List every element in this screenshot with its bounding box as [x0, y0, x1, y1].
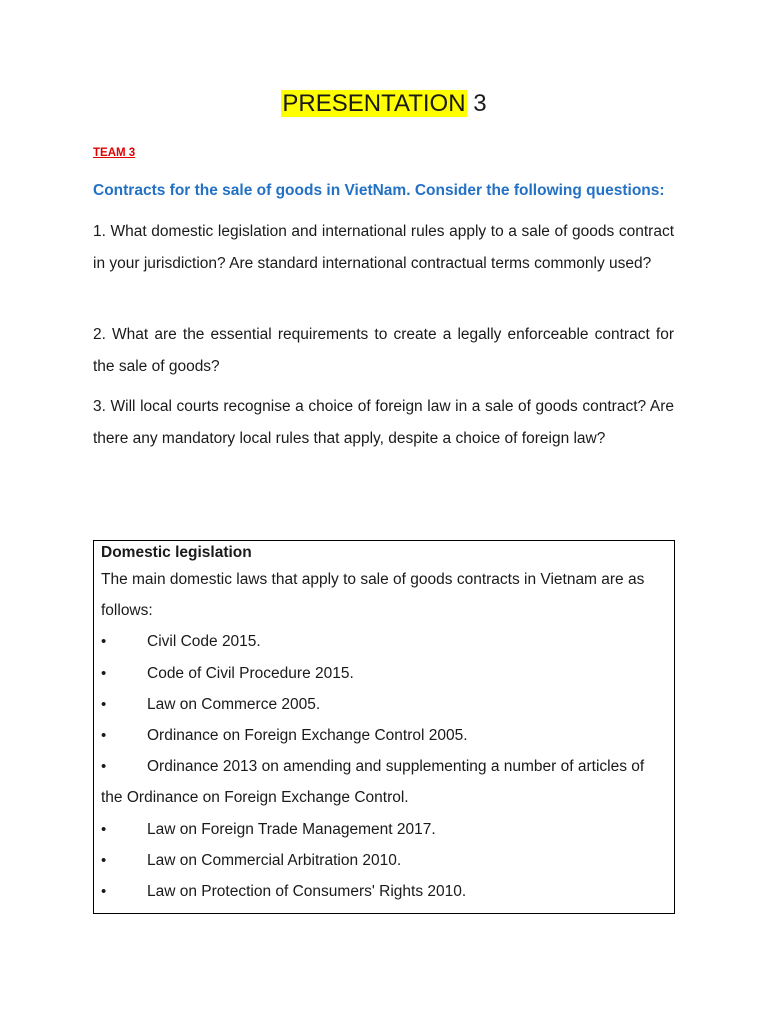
list-item	[101, 845, 666, 876]
list-item	[101, 689, 666, 720]
question-3: 3. Will local courts recognise a choice of foreign law in a sale of goods contract? Are there any mandatory local rules that apply, despite a choice of foreign law?	[93, 398, 674, 447]
bullet-icon: •	[101, 758, 107, 776]
list-item-text: Ordinance 2013 on amending and supplementing a number of articles of the Ordinance on Foreign Exchange Control.	[101, 758, 645, 807]
list-item	[101, 814, 666, 845]
bullet-icon: •	[101, 664, 107, 682]
bullet-icon: •	[101, 820, 107, 838]
bullet-icon: •	[101, 633, 107, 651]
bullet-icon: •	[101, 695, 107, 713]
list-item	[101, 626, 666, 657]
bullet-icon: •	[101, 727, 107, 745]
box-heading: Domestic legislation	[101, 544, 252, 561]
list-item-text: Code of Civil Procedure 2015.	[147, 664, 354, 682]
list-item	[101, 720, 666, 751]
title-highlighted-text: PRESENTATION	[282, 90, 466, 117]
list-item-text: Law on Foreign Trade Management 2017.	[147, 820, 436, 838]
document-title	[0, 88, 768, 120]
domestic-legislation-box	[93, 540, 675, 914]
list-item-text: Law on Protection of Consumers' Rights 2010.	[147, 883, 467, 901]
list-item-text: Law on Commerce 2005.	[147, 695, 321, 713]
title-number: 3	[473, 90, 487, 117]
list-item-text: Civil Code 2015.	[147, 633, 261, 651]
list-item	[101, 658, 666, 689]
subtitle: Contracts for the sale of goods in VietNam. Consider the following questions:	[93, 182, 665, 199]
box-intro: The main domestic laws that apply to sale of goods contracts in Vietnam are as follows:	[101, 571, 645, 620]
bullet-icon: •	[101, 883, 107, 901]
list-item-text: Law on Commercial Arbitration 2010.	[147, 851, 402, 869]
question-2: 2. What are the essential requirements to create a legally enforceable contract for the sale of goods?	[93, 326, 674, 375]
list-item	[101, 751, 666, 813]
question-1: 1. What domestic legislation and international rules apply to a sale of goods contract in your jurisdiction? Are standard international contractual terms commonly used?	[93, 223, 674, 272]
list-item-text: Ordinance on Foreign Exchange Control 2005.	[147, 727, 468, 745]
bullet-icon: •	[101, 851, 107, 869]
legislation-list	[101, 626, 666, 907]
list-item	[101, 876, 666, 907]
team-label: TEAM 3	[93, 147, 136, 159]
